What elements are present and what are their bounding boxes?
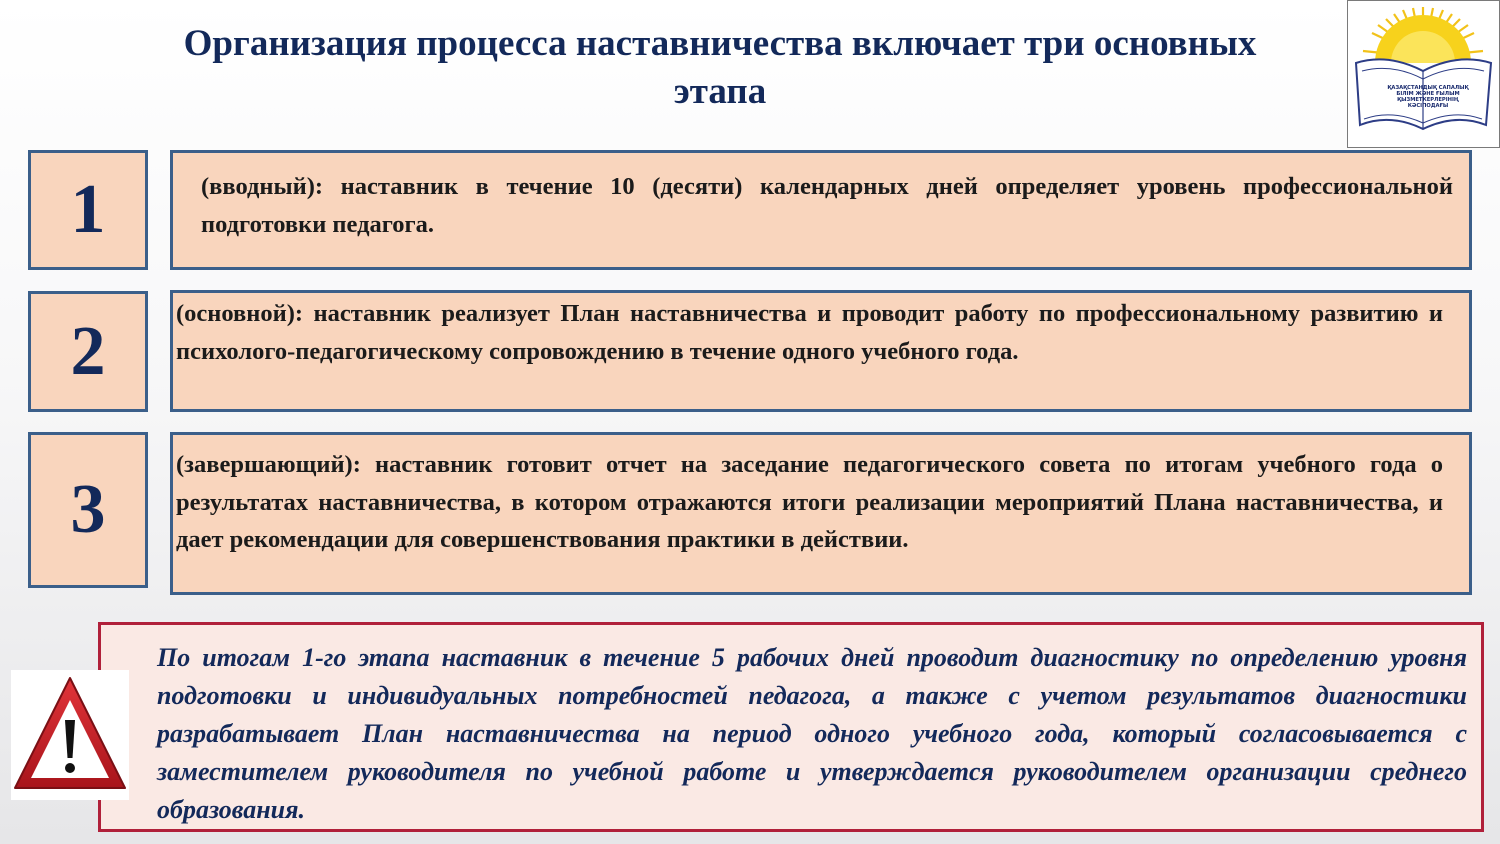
- union-logo: [1347, 0, 1500, 148]
- stage-number-3: 3: [28, 432, 148, 588]
- warning-triangle-icon: [11, 670, 129, 800]
- stage-text-2: (основной): наставник реализует План наставничества и проводит работу по профессиональному развитию и психолого-педагогическому сопровождению в течение одного учебного года.: [170, 290, 1472, 412]
- stage-number-2: 2: [28, 291, 148, 412]
- note-box: [98, 622, 1484, 832]
- page-title: Организация процесса наставничества включает три основных этапа: [183, 23, 1257, 112]
- sun-book-emblem-icon: [1348, 1, 1499, 147]
- note-text: По итогам 1-го этапа наставник в течение 5 рабочих дней проводит диагностику по определению уровня подготовки и индивидуальных потребностей педагога, а также с учетом результатов диагностики разрабатывает План наставничества на период одного учебного года, который согласовывается с заместителем руководителя по учебной работе и утверждается руководителем организации среднего образования.: [157, 643, 1467, 824]
- stage-number-1: 1: [28, 150, 148, 270]
- stage-text-1: (вводный): наставник в течение 10 (десяти) календарных дней определяет уровень профессиональной подготовки педагога.: [170, 150, 1472, 270]
- stage-text-3: (завершающий): наставник готовит отчет на заседание педагогического совета по итогам учебного года о результатах наставничества, в котором отражаются итоги реализации мероприятий Плана наставничества, и дает рекомендации для совершенствования практики в действии.: [170, 432, 1472, 595]
- logo-caption: ҚАЗАҚСТАНДЫҚ САПАЛЫҚ БІЛІМ ЖӘНЕ ҒЫЛЫМ ҚЫЗМЕТКЕРЛЕРІНІҢ КӘСІПОДАҒЫ: [1387, 85, 1469, 109]
